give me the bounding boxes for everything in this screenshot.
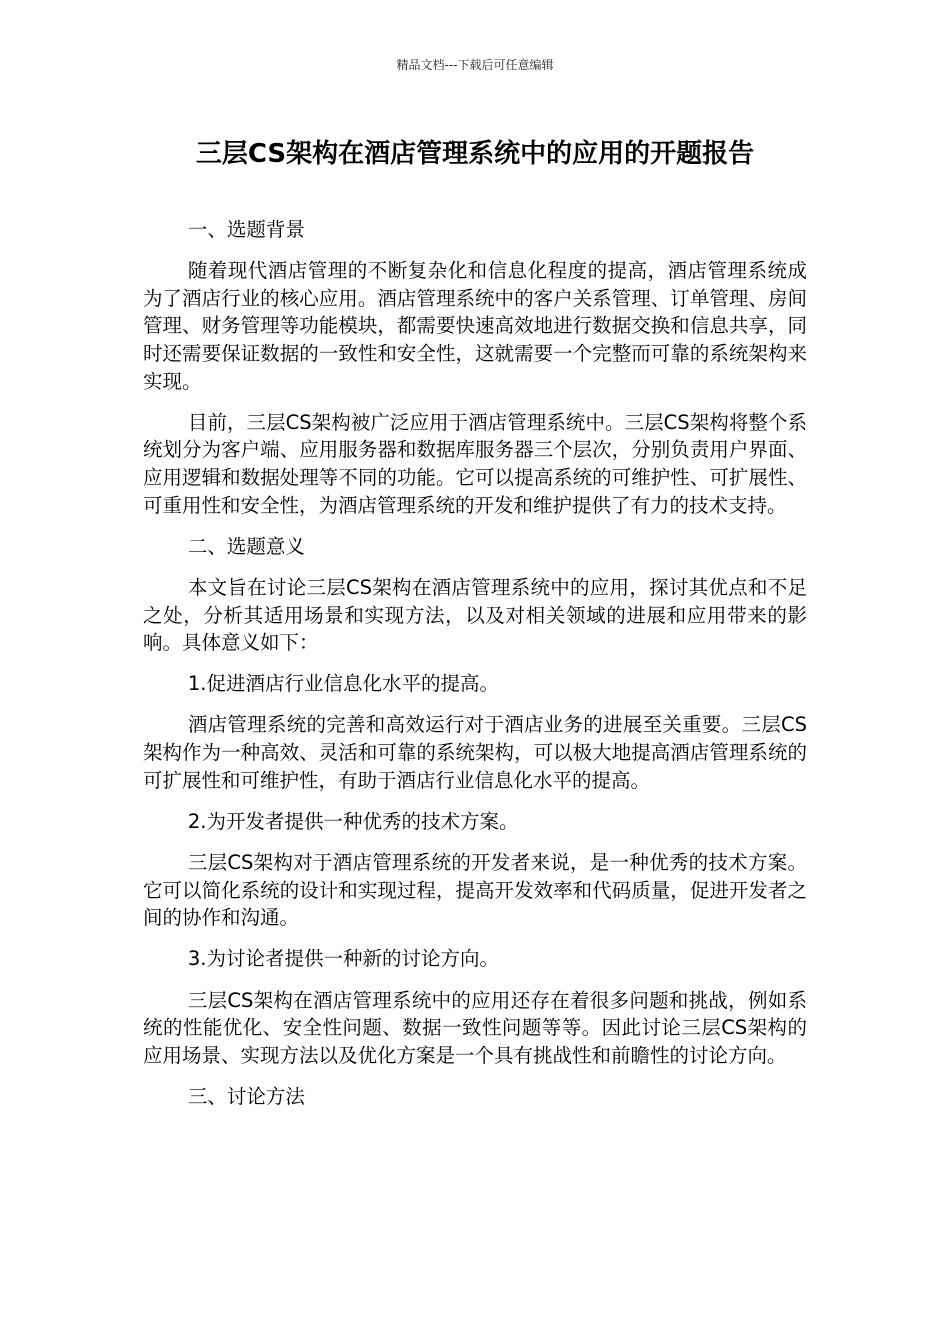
section-heading-significance: 二、选题意义 — [187, 534, 305, 558]
list-item-heading: 3.为讨论者提供一种新的讨论方向。 — [187, 947, 499, 971]
paragraph: 本文旨在讨论三层CS架构在酒店管理系统中的应用，探讨其优点和不足之处，分析其适用场景和实现方法，以及对相关领域的进展和应用带来的影响。具体意义如下： — [143, 575, 807, 655]
list-item-heading: 2.为开发者提供一种优秀的技术方案。 — [187, 809, 519, 833]
paragraph: 三层CS架构在酒店管理系统中的应用还存在着很多问题和挑战，例如系统的性能优化、安全性问题、数据一致性问题等等。因此讨论三层CS架构的应用场景、实现方法以及优化方案是一个具有挑战性和前瞻性的讨论方向。 — [143, 988, 807, 1067]
list-item-heading: 1.促进酒店行业信息化水平的提高。 — [187, 672, 499, 696]
paragraph: 随着现代酒店管理的不断复杂化和信息化程度的提高，酒店管理系统成为了酒店行业的核心应用。酒店管理系统中的客户关系管理、订单管理、房间管理、财务管理等功能模块，都需要快速高效地进行数据交换和信息共享，同时还需要保证数据的一致性和安全性，这就需要一个完整而可靠的系统架构来实现。 — [143, 259, 807, 393]
section-heading-methods: 三、讨论方法 — [187, 1084, 305, 1108]
paragraph: 三层CS架构对于酒店管理系统的开发者来说，是一种优秀的技术方案。它可以简化系统的设计和实现过程，提高开发效率和代码质量，促进开发者之间的协作和沟通。 — [143, 851, 807, 930]
section-heading-background: 一、选题背景 — [187, 218, 305, 241]
paragraph: 目前，三层CS架构被广泛应用于酒店管理系统中。三层CS架构将整个系统划分为客户端、应用服务器和数据库服务器三个层次，分别负责用户界面、应用逻辑和数据处理等不同的功能。它可以提高系统的可维护性、可扩展性、可重用性和安全性，为酒店管理系统的开发和维护提供了有力的技术支持。 — [143, 410, 807, 517]
paragraph: 酒店管理系统的完善和高效运行对于酒店业务的进展至关重要。三层CS架构作为一种高效、灵活和可靠的系统架构，可以极大地提高酒店管理系统的可扩展性和可维护性，有助于酒店行业信息化水平的提高。 — [143, 713, 807, 792]
document-title: 三层CS架构在酒店管理系统中的应用的开题报告 — [195, 139, 755, 169]
document-body — [143, 216, 807, 1124]
page-header-note: 精品文档---下载后可任意编辑 — [396, 58, 554, 72]
